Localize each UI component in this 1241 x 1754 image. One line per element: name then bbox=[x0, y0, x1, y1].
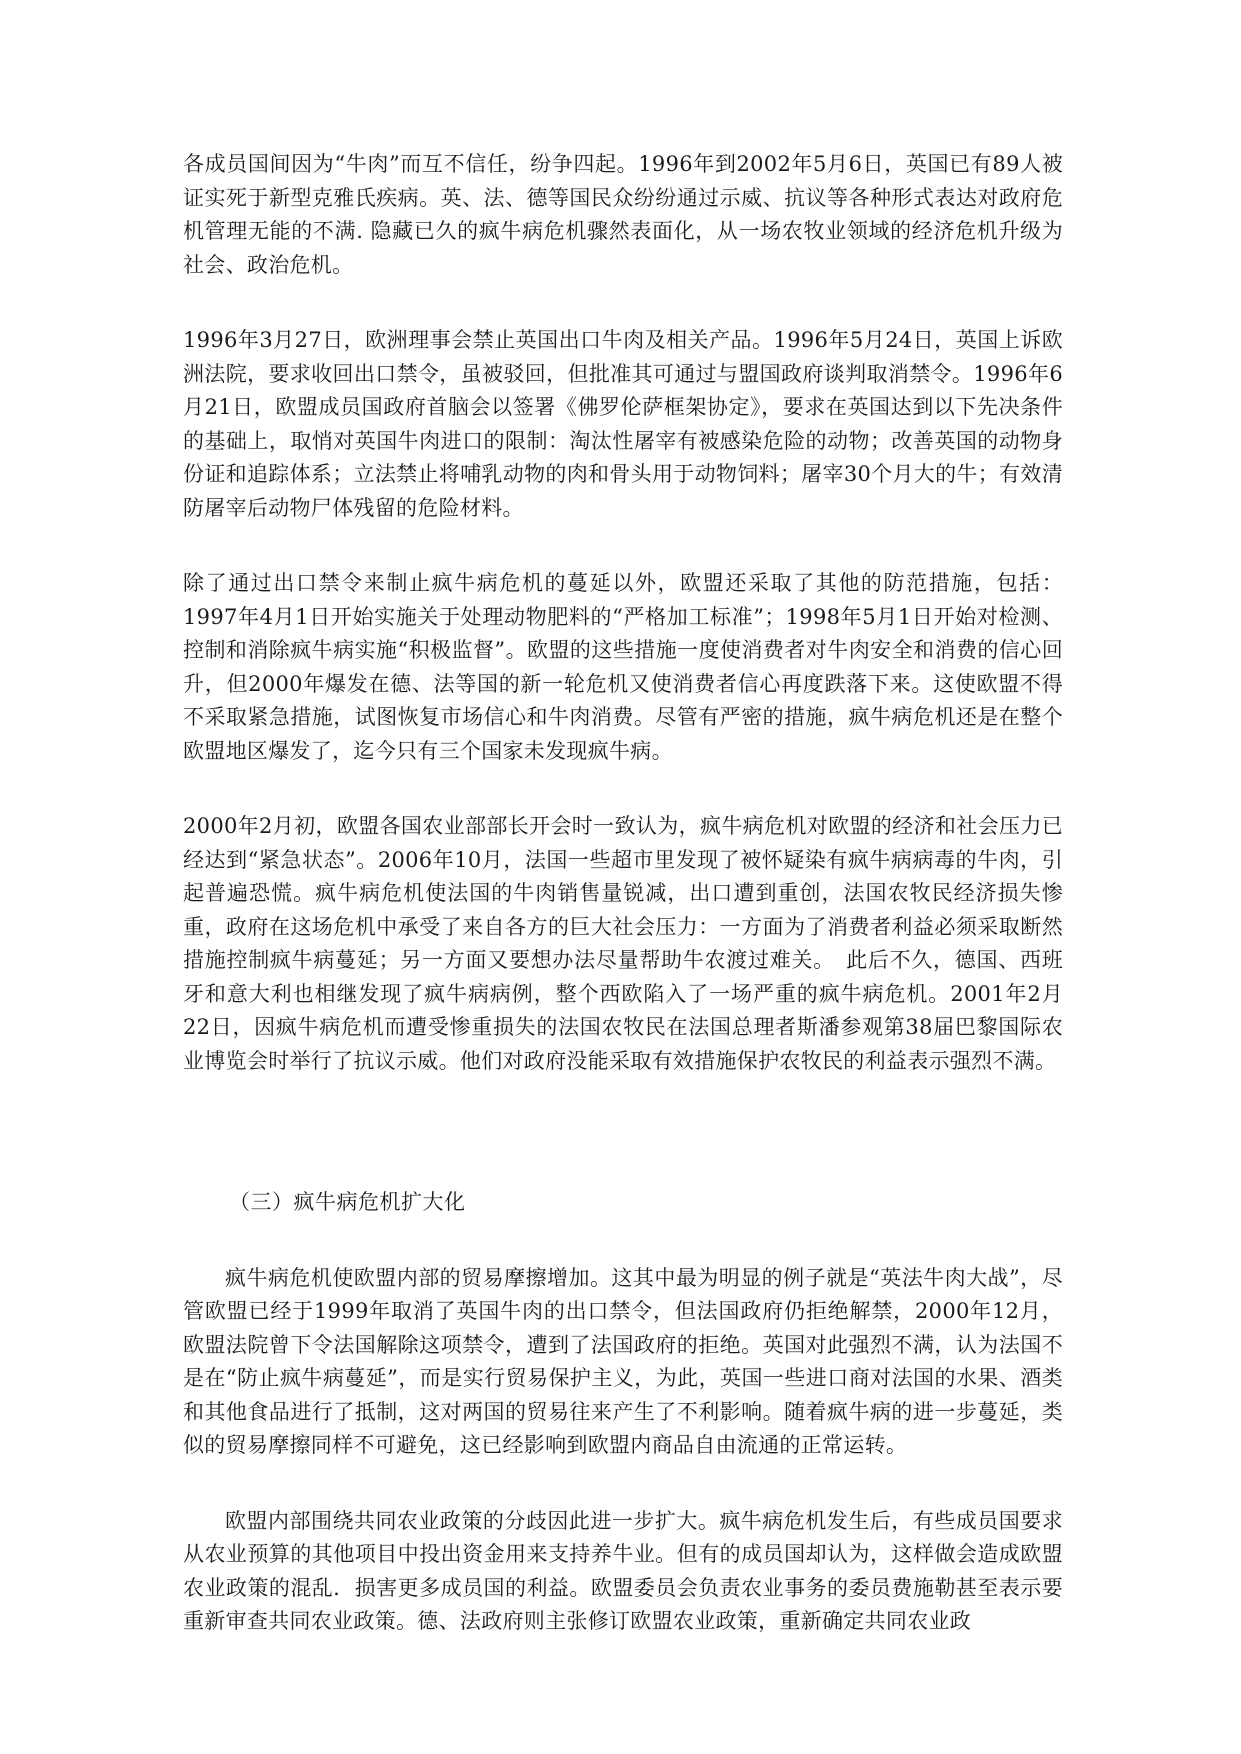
document-page bbox=[183, 148, 1063, 1681]
paragraph-1: 各成员国间因为“牛肉”而互不信任，纷争四起。1996年到2002年5月6日，英国已有89人被证实死于新型克雅氏疾病。英、法、德等国民众纷纷通过示威、抗议等各种形式表达对政府危机管理无能的不满. 隐藏已久的疯牛病危机骤然表面化，从一场农牧业领域的经济危机升级为社会、政治危机。 bbox=[183, 152, 1063, 277]
paragraph-4: 2000年2月初，欧盟各国农业部部长开会时一致认为，疯牛病危机对欧盟的经济和社会压力已经达到“紧急状态”。2006年10月，法国一些超市里发现了被怀疑染有疯牛病病毒的牛肉，引起普遍恐慌。疯牛病危机使法国的牛肉销售量锐减，出口遭到重创，法国农牧民经济损失惨重，政府在这场危机中承受了来自各方的巨大社会压力：一方面为了消费者利益必须采取断然措施控制疯牛病蔓延；另一方面又要想办法尽量帮助牛农渡过难关。 此后不久，德国、西班牙和意大利也相继发现了疯牛病病例，整个西欧陷入了一场严重的疯牛病危机。2001年2月22日，因疯牛病危机而遭受惨重损失的法国农牧民在法国总理者斯潘参观第38届巴黎国际农业博览会时举行了抗议示威。他们对政府没能采取有效措施保护农牧民的利益表示强烈不满。 bbox=[183, 814, 1063, 1073]
paragraph-5: 疯牛病危机使欧盟内部的贸易摩擦增加。这其中最为明显的例子就是“英法牛肉大战”，尽管欧盟已经于1999年取消了英国牛肉的出口禁令，但法国政府仍拒绝解禁，2000年12月，欧盟法院曾下令法国解除这项禁令，遭到了法国政府的拒绝。英国对此强烈不满，认为法国不是在“防止疯牛病蔓延”，而是实行贸易保护主义，为此，英国一些进口商对法国的水果、酒类和其他食品进行了抵制，这对两国的贸易往来产生了不利影响。随着疯牛病的进一步蔓延，类似的贸易摩擦同样不可避免，这已经影响到欧盟内商品自由流通的正常运转。 bbox=[183, 1265, 1063, 1457]
paragraph-3: 除了通过出口禁令来制止疯牛病危机的蔓延以外，欧盟还采取了其他的防范措施，包括：1997年4月1日开始实施关于处理动物肥料的“严格加工标准”；1998年5月1日开始对检测、控制和消除疯牛病实施“积极监督”。欧盟的这些措施一度使消费者对牛肉安全和消费的信心回升，但2000年爆发在德、法等国的新一轮危机又使消费者信心再度跌落下来。这使欧盟不得不采取紧急措施，试图恢复市场信心和牛肉消费。尽管有严密的措施，疯牛病危机还是在整个欧盟地区爆发了，迄今只有三个国家未发现疯牛病。 bbox=[183, 571, 1063, 763]
section-heading: （三）疯牛病危机扩大化 bbox=[229, 1190, 466, 1214]
paragraph-6: 欧盟内部围绕共同农业政策的分歧因此进一步扩大。疯牛病危机发生后，有些成员国要求从农业预算的其他项目中投出资金用来支持养牛业。但有的成员国却认为，这样做会造成欧盟农业政策的混乱．损害更多成员国的利益。欧盟委员会负责农业事务的委员费施勒甚至表示要重新审查共同农业政策。德、法政府则主张修订欧盟农业政策，重新确定共同农业政 bbox=[183, 1508, 1063, 1633]
paragraph-2: 1996年3月27日，欧洲理事会禁止英国出口牛肉及相关产品。1996年5月24日，英国上诉欧洲法院，要求收回出口禁令，虽被驳回，但批准其可通过与盟国政府谈判取消禁令。1996年6月21日，欧盟成员国政府首脑会以签署《佛罗伦萨框架协定》，要求在英国达到以下先决条件的基础上，取悄对英国牛肉进口的限制：淘汰性屠宰有被感染危险的动物；改善英国的动物身份证和追踪体系；立法禁止将哺乳动物的肉和骨头用于动物饲料；屠宰30个月大的牛；有效清防屠宰后动物尸体残留的危险材料。 bbox=[183, 328, 1063, 520]
